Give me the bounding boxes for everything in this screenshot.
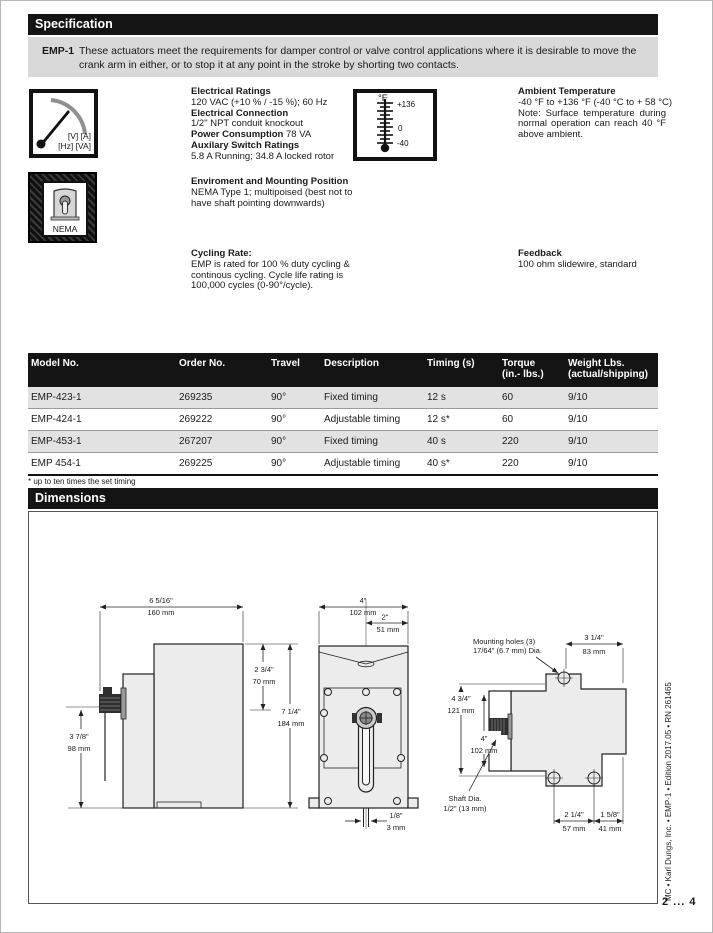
- col-header-timing: Timing (s): [427, 358, 475, 369]
- table-footnote: * up to ten times the set timing: [28, 477, 136, 486]
- side-shaft-knob: [103, 687, 112, 694]
- ambient-note: Note: Surface temperature during normal operation can reach 40 °F above ambient.: [518, 107, 666, 141]
- cell-travel: 90°: [271, 392, 287, 403]
- dim-bracket-b1-in: 2 1/4": [564, 810, 584, 819]
- dim-side-lower-in: 3 7/8": [69, 732, 89, 741]
- side-front-housing: [123, 674, 154, 808]
- side-view-drawing: [62, 596, 311, 808]
- nema-actuator-arm: [63, 201, 68, 214]
- nema-actuator-base: [51, 217, 79, 220]
- bracket-shaft-plate: [508, 714, 512, 739]
- side-shaft-plate: [121, 688, 126, 719]
- dim-front-slot-in: 1/8": [389, 811, 403, 820]
- col-header-torque: Torque (in.- lbs.): [502, 358, 544, 380]
- label-shaft-dia-2: 1/2" (13 mm): [443, 804, 487, 813]
- cell-order: 269222: [179, 414, 213, 425]
- nema-icon: [28, 172, 97, 243]
- dim-bracket-shaft-mm: 102 mm: [470, 746, 498, 755]
- meter-units-line1: [V] [A]: [67, 131, 91, 141]
- dim-side-width-in: 6 5/16": [149, 596, 173, 605]
- cell-model: EMP-423-1: [31, 392, 82, 403]
- cell-weight: 9/10: [568, 392, 588, 403]
- dim-bracket-top-in: 3 1/4": [584, 633, 604, 642]
- front-hub-bolt: [352, 713, 357, 723]
- edition-sidebar-text: MC • Karl Dungs, Inc. • EMP-1 • Edition 2017.05 • RN 261465: [664, 682, 673, 901]
- meter-pivot: [37, 140, 46, 149]
- cell-weight: 9/10: [568, 414, 588, 425]
- dim-bracket-b1-mm: 57 mm: [562, 824, 586, 833]
- thermometer-bulb: [381, 144, 389, 152]
- dim-bracket-shaft-in: 4": [480, 734, 488, 743]
- cell-travel: 90°: [271, 458, 287, 469]
- feedback-title: Feedback: [518, 248, 562, 259]
- environment-value: NEMA Type 1; multipoised (best not to have shaft pointing downwards): [191, 186, 353, 209]
- intro-band: [28, 37, 658, 77]
- aux-switch-title: Auxilary Switch Ratings: [191, 139, 300, 151]
- table-row: [28, 409, 658, 431]
- meter-units-line2: [Hz] [VA]: [58, 141, 91, 151]
- front-crank-slot: [363, 725, 370, 785]
- dim-bracket-top-mm: 83 mm: [582, 647, 606, 656]
- cell-travel: 90°: [271, 436, 287, 447]
- cell-torque: 220: [502, 436, 519, 447]
- dimensions-title: Dimensions: [35, 491, 106, 505]
- front-foot-left: [309, 798, 319, 808]
- nema-icon-inner: [42, 181, 88, 237]
- cell-timing: 40 s*: [427, 458, 450, 469]
- dim-front-half-in: 2": [381, 612, 389, 622]
- power-consumption-value: 78 VA: [283, 129, 312, 141]
- dim-side-upper-in: 2 3/4": [254, 665, 274, 674]
- cell-description: Adjustable timing: [324, 414, 401, 425]
- thermometer-icon: [353, 89, 437, 161]
- cell-weight: 9/10: [568, 436, 588, 447]
- table-row: [28, 453, 658, 476]
- label-mounting-holes-2: 17/64" (6.7 mm) Dia.: [473, 646, 542, 655]
- cell-order: 269235: [179, 392, 213, 403]
- cell-model: EMP-424-1: [31, 414, 82, 425]
- front-view-drawing: [309, 596, 418, 832]
- cycling-block: [191, 249, 363, 292]
- label-shaft-dia-1: Shaft Dia.: [448, 794, 482, 803]
- cycling-title: Cycling Rate:: [191, 248, 252, 259]
- cell-timing: 12 s*: [427, 414, 450, 425]
- ambient-value: -40 °F to +136 °F (-40 °C to + 58 °C): [518, 96, 673, 108]
- dim-side-lower-mm: 98 mm: [67, 744, 91, 753]
- col-header-travel: Travel: [271, 358, 300, 369]
- dim-front-half-mm: 51 mm: [376, 625, 400, 634]
- dimension-drawings: [28, 511, 658, 904]
- cell-description: Fixed timing: [324, 436, 378, 447]
- cell-model: EMP 454-1: [31, 458, 81, 469]
- table-row: [28, 431, 658, 453]
- model-description: These actuators meet the requirements for damper control or valve control applications where it is desirable to move the crank arm in either, or to stop it at any point in the stroke by shorting two contacts.: [79, 45, 637, 71]
- table-row: [28, 387, 658, 409]
- environment-block: [191, 177, 363, 209]
- dim-side-upper-mm: 70 mm: [252, 677, 276, 686]
- electrical-ratings-title: Electrical Ratings: [191, 86, 271, 97]
- dim-side-height-in: 7 1/4": [281, 707, 301, 716]
- ambient-title: Ambient Temperature: [518, 86, 616, 97]
- meter-icon: [29, 89, 98, 158]
- specification-header-bar: [28, 14, 658, 35]
- side-body: [154, 644, 243, 808]
- label-mounting-holes-1: Mounting holes (3): [473, 637, 536, 646]
- power-consumption-title: Power Consumption: [191, 129, 284, 141]
- bracket-view-drawing: [441, 633, 626, 833]
- nema-actuator-graphic: [46, 185, 84, 223]
- cell-order: 267207: [179, 436, 213, 447]
- environment-title: Enviroment and Mounting Position: [191, 176, 349, 187]
- cell-order: 269225: [179, 458, 213, 469]
- cell-torque: 220: [502, 458, 519, 469]
- model-name: EMP-1: [42, 45, 75, 57]
- specification-title: Specification: [35, 17, 113, 31]
- meter-arc: [51, 100, 85, 134]
- ambient-block: [518, 86, 673, 141]
- model-table: [28, 353, 658, 476]
- cell-model: EMP-453-1: [31, 436, 82, 447]
- dim-bracket-b2-mm: 41 mm: [598, 824, 622, 833]
- dim-bracket-left-mm: 121 mm: [447, 706, 475, 715]
- dim-bracket-left-in: 4 3/4": [451, 694, 471, 703]
- dim-front-slot-mm: 3 mm: [386, 823, 406, 832]
- col-header-order: Order No.: [179, 358, 226, 369]
- col-header-description: Description: [324, 358, 380, 369]
- thermo-max-label: +136: [397, 100, 416, 109]
- cycling-value: EMP is rated for 100 % duty cycling & continous cycling. Cycle life rating is 100,000 cycles (0-90°/cycle).: [191, 258, 350, 292]
- dim-bracket-b2-in: 1 5/8": [600, 810, 620, 819]
- thermo-unit-label: °F: [378, 93, 388, 104]
- cell-weight: 9/10: [568, 458, 588, 469]
- thermo-min-label: -40: [397, 139, 409, 148]
- cell-travel: 90°: [271, 414, 287, 425]
- electrical-ratings-value: 120 VAC (+10 % / -15 %); 60 Hz: [191, 96, 328, 108]
- cell-timing: 12 s: [427, 392, 446, 403]
- dim-side-height-mm: 184 mm: [277, 719, 305, 728]
- dim-front-width-in: 4": [359, 596, 367, 605]
- nema-label: NEMA: [52, 224, 78, 234]
- thermo-mid-label: 0: [398, 124, 403, 133]
- bracket-body: [511, 674, 626, 786]
- col-header-weight: Weight Lbs. (actual/shipping): [568, 358, 648, 380]
- thermometer-graphic: [357, 93, 433, 157]
- cell-description: Fixed timing: [324, 392, 378, 403]
- col-header-model: Model No.: [31, 358, 79, 369]
- cell-torque: 60: [502, 392, 514, 403]
- front-hub-bolt: [377, 713, 382, 723]
- cell-timing: 40 s: [427, 436, 446, 447]
- aux-switch-value: 5.8 A Running; 34.8 A locked rotor: [191, 150, 335, 162]
- cell-description: Adjustable timing: [324, 458, 401, 469]
- electrical-connection-value: 1/2" NPT conduit knockout: [191, 118, 303, 130]
- cell-torque: 60: [502, 414, 514, 425]
- electrical-connection-title: Electrical Connection: [191, 107, 289, 119]
- dim-front-width-mm: 102 mm: [349, 608, 377, 617]
- feedback-value: 100 ohm slidewire, standard: [518, 258, 637, 270]
- dim-side-width-mm: 160 mm: [147, 608, 175, 617]
- feedback-block: [518, 249, 666, 271]
- dimensions-header-bar: [28, 488, 658, 509]
- front-foot-right: [408, 798, 418, 808]
- page-number: 2 ... 4: [662, 896, 697, 908]
- electrical-specs-block: [191, 87, 363, 163]
- table-header-row: [28, 353, 658, 387]
